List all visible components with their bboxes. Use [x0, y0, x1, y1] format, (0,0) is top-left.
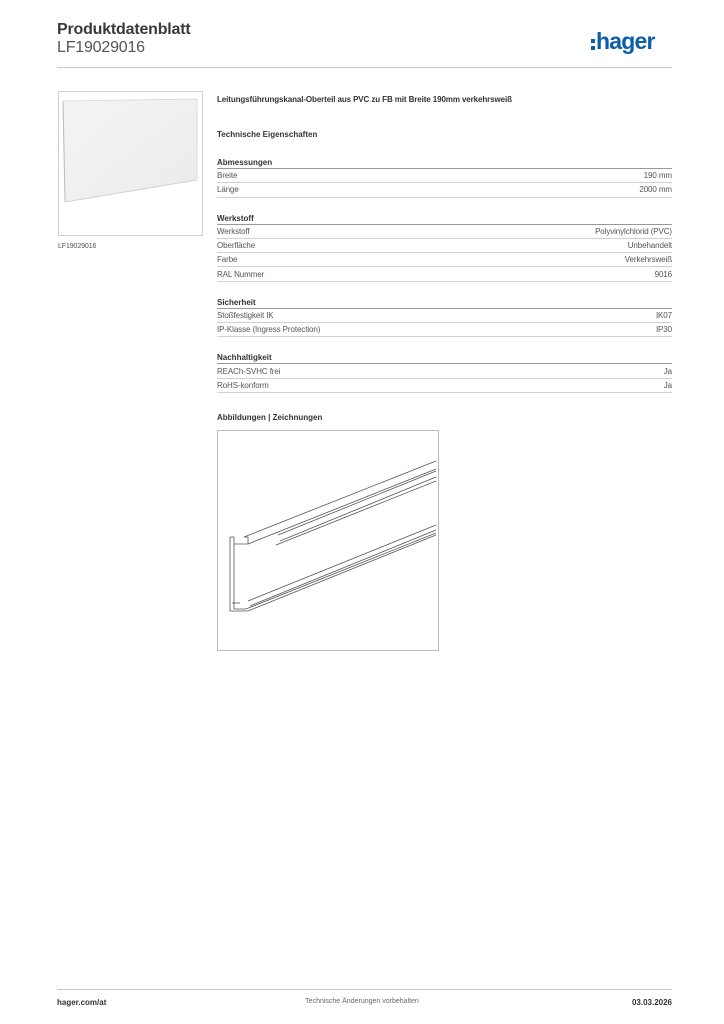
property-row	[217, 225, 672, 239]
product-details	[217, 95, 672, 423]
product-panel-icon	[59, 92, 202, 235]
group-title: Abmessungen	[217, 158, 672, 169]
property-label: REACh-SVHC frei	[217, 366, 281, 376]
property-value: Verkehrsweiß	[624, 255, 672, 265]
property-label: Stoßfestigkeit IK	[217, 310, 274, 320]
technical-drawing	[217, 430, 439, 651]
hager-logo	[591, 26, 655, 56]
property-row	[217, 169, 672, 183]
group-title: Sicherheit	[217, 298, 672, 309]
property-row	[217, 267, 672, 281]
property-label: RoHS-konform	[217, 380, 269, 390]
property-value: Ja	[663, 366, 672, 376]
property-value: Unbehandelt	[627, 241, 672, 251]
property-row	[217, 379, 672, 393]
property-row	[217, 364, 672, 378]
duct-cover-drawing-icon	[218, 431, 438, 650]
property-row	[217, 323, 672, 337]
property-label: Oberfläche	[217, 241, 256, 251]
property-value: IP30	[655, 325, 672, 335]
group-werkstoff	[217, 214, 672, 282]
product-image-caption: LF19029016	[58, 243, 97, 250]
property-label: RAL Nummer	[217, 269, 265, 279]
property-value: Ja	[663, 380, 672, 390]
property-label: IP-Klasse (Ingress Protection)	[217, 325, 321, 335]
article-number: LF19029016	[57, 39, 145, 56]
logo-text: hager	[596, 28, 655, 54]
property-label: Farbe	[217, 255, 238, 265]
footer-date: 03.03.2026	[631, 998, 672, 1007]
property-label: Länge	[217, 185, 239, 195]
header-divider	[57, 67, 672, 68]
group-title: Nachhaltigkeit	[217, 353, 672, 364]
property-value: IK07	[655, 310, 672, 320]
group-title: Werkstoff	[217, 214, 672, 225]
property-label: Breite	[217, 171, 238, 181]
product-description: Leitungsführungskanal-Oberteil aus PVC zu FB mit Breite 190mm verkehrsweiß	[217, 95, 512, 104]
property-label: Werkstoff	[217, 226, 250, 236]
logo-colon-icon	[591, 39, 595, 50]
group-sicherheit	[217, 298, 672, 338]
property-value: 190 mm	[643, 171, 672, 181]
property-value: 2000 mm	[639, 185, 672, 195]
property-row	[217, 253, 672, 267]
group-nachhaltigkeit	[217, 353, 672, 393]
property-row	[217, 309, 672, 323]
footer-divider	[57, 989, 672, 990]
page-title: Produktdatenblatt	[57, 21, 191, 38]
group-abmessungen	[217, 158, 672, 198]
footer-disclaimer: Technische Änderungen vorbehalten	[305, 998, 419, 1005]
property-value: 9016	[654, 269, 672, 279]
footer-website-link[interactable]: hager.com/at	[57, 998, 107, 1007]
figures-heading: Abbildungen | Zeichnungen	[217, 412, 323, 422]
technical-properties-heading: Technische Eigenschaften	[217, 130, 318, 139]
property-row	[217, 239, 672, 253]
property-value: Polyvinylchlorid (PVC)	[595, 226, 672, 236]
product-image	[58, 91, 203, 236]
property-row	[217, 183, 672, 197]
